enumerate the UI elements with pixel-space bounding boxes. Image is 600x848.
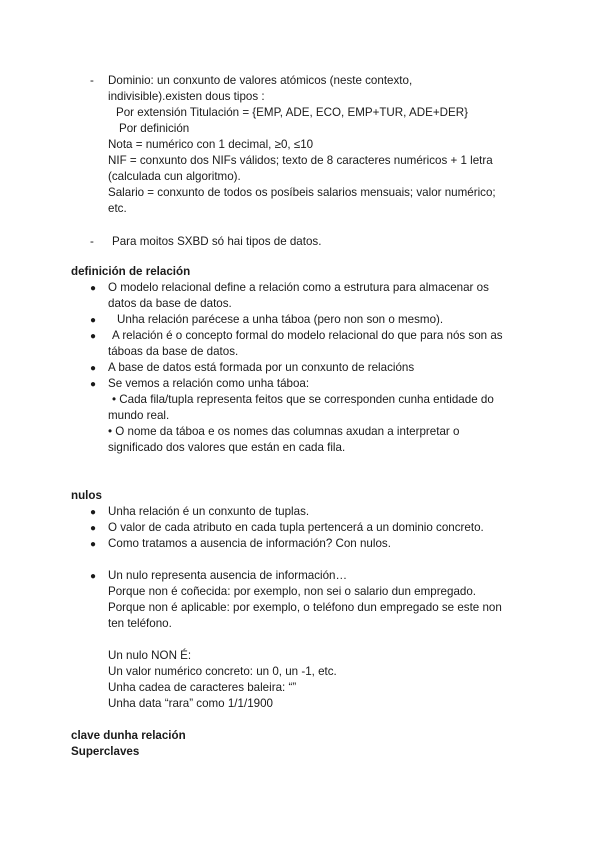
dominio-line: Dominio: un conxunto de valores atómicos (neste contexto, xyxy=(108,74,413,87)
nulos-line: Un nulo NON É: xyxy=(108,649,192,662)
nulos-line: Porque non é aplicable: por exemplo, o teléfono dun empregado se este non xyxy=(108,601,502,614)
relacion-sub-item: • O nome da táboa e os nomes das columnas axudan a interpretar o xyxy=(108,425,460,438)
bullet-icon: ● xyxy=(90,507,97,518)
dominio-line: etc. xyxy=(108,202,127,215)
nulos-line: Unha cadea de caracteres baleira: “” xyxy=(108,681,297,694)
section-subheading: Superclaves xyxy=(71,745,140,758)
bullet-icon: ● xyxy=(90,523,97,534)
section-heading: clave dunha relación xyxy=(71,729,186,742)
sxbd-line: Para moitos SXBD só hai tipos de datos. xyxy=(112,235,322,248)
relacion-bullet-text: Se vemos a relación como unha táboa: xyxy=(108,377,310,390)
relacion-sub-item: mundo real. xyxy=(108,409,170,422)
bullet-icon: ● xyxy=(90,331,97,342)
bullet-icon: ● xyxy=(90,283,97,294)
nulos-bullet-text: O valor de cada atributo en cada tupla pertencerá a un dominio concreto. xyxy=(108,521,484,534)
relacion-bullet-text: táboas da base de datos. xyxy=(108,345,239,358)
section-heading: nulos xyxy=(71,489,102,502)
dominio-line: Por definición xyxy=(119,122,190,135)
dominio-line: NIF = conxunto dos NIFs válidos; texto de 8 caracteres numéricos + 1 letra xyxy=(108,154,493,167)
relacion-sub-item: significado dos valores que están en cada fila. xyxy=(108,441,346,454)
relacion-bullet-text: Unha relación parécese a unha táboa (pero non son o mesmo). xyxy=(117,313,444,326)
relacion-bullet-text: datos da base de datos. xyxy=(108,297,232,310)
bullet-icon: ● xyxy=(90,363,97,374)
relacion-bullet-text: A relación é o concepto formal do modelo relacional do que para nós son as xyxy=(112,329,503,342)
dominio-line: Salario = conxunto de todos os posíbeis salarios mensuais; valor numérico; xyxy=(108,186,496,199)
nulos-line: Un valor numérico concreto: un 0, un -1, etc. xyxy=(108,665,337,678)
nulos-bullet-text: Unha relación é un conxunto de tuplas. xyxy=(108,505,310,518)
dash-marker: - xyxy=(90,235,94,248)
section-heading: definición de relación xyxy=(71,265,191,278)
dash-marker: - xyxy=(90,74,94,87)
relacion-bullet-text: A base de datos está formada por un conxunto de relacións xyxy=(108,361,415,374)
nulos-bullet-text: Como tratamos a ausencia de información? Con nulos. xyxy=(108,537,391,550)
dominio-line: Nota = numérico con 1 decimal, ≥0, ≤10 xyxy=(108,138,314,151)
nulos-line: Porque non é coñecida: por exemplo, non sei o salario dun empregado. xyxy=(108,585,477,598)
bullet-icon: ● xyxy=(90,539,97,550)
relacion-bullet-text: O modelo relacional define a relación como a estrutura para almacenar os xyxy=(108,281,489,294)
nulos-line: Unha data “rara” como 1/1/1900 xyxy=(108,697,273,710)
relacion-sub-item: • Cada fila/tupla representa feitos que se corresponden cunha entidade do xyxy=(112,393,494,406)
nulos-bullet-text: Un nulo representa ausencia de información… xyxy=(108,569,348,582)
bullet-icon: ● xyxy=(90,315,97,326)
bullet-icon: ● xyxy=(90,571,97,582)
nulos-line: ten teléfono. xyxy=(108,617,172,630)
dominio-line: indivisible).existen dous tipos : xyxy=(108,90,265,103)
dominio-line: (calculada cun algoritmo). xyxy=(108,170,241,183)
dominio-line: Por extensión Titulación = {EMP, ADE, ECO, EMP+TUR, ADE+DER} xyxy=(116,106,468,119)
bullet-icon: ● xyxy=(90,379,97,390)
